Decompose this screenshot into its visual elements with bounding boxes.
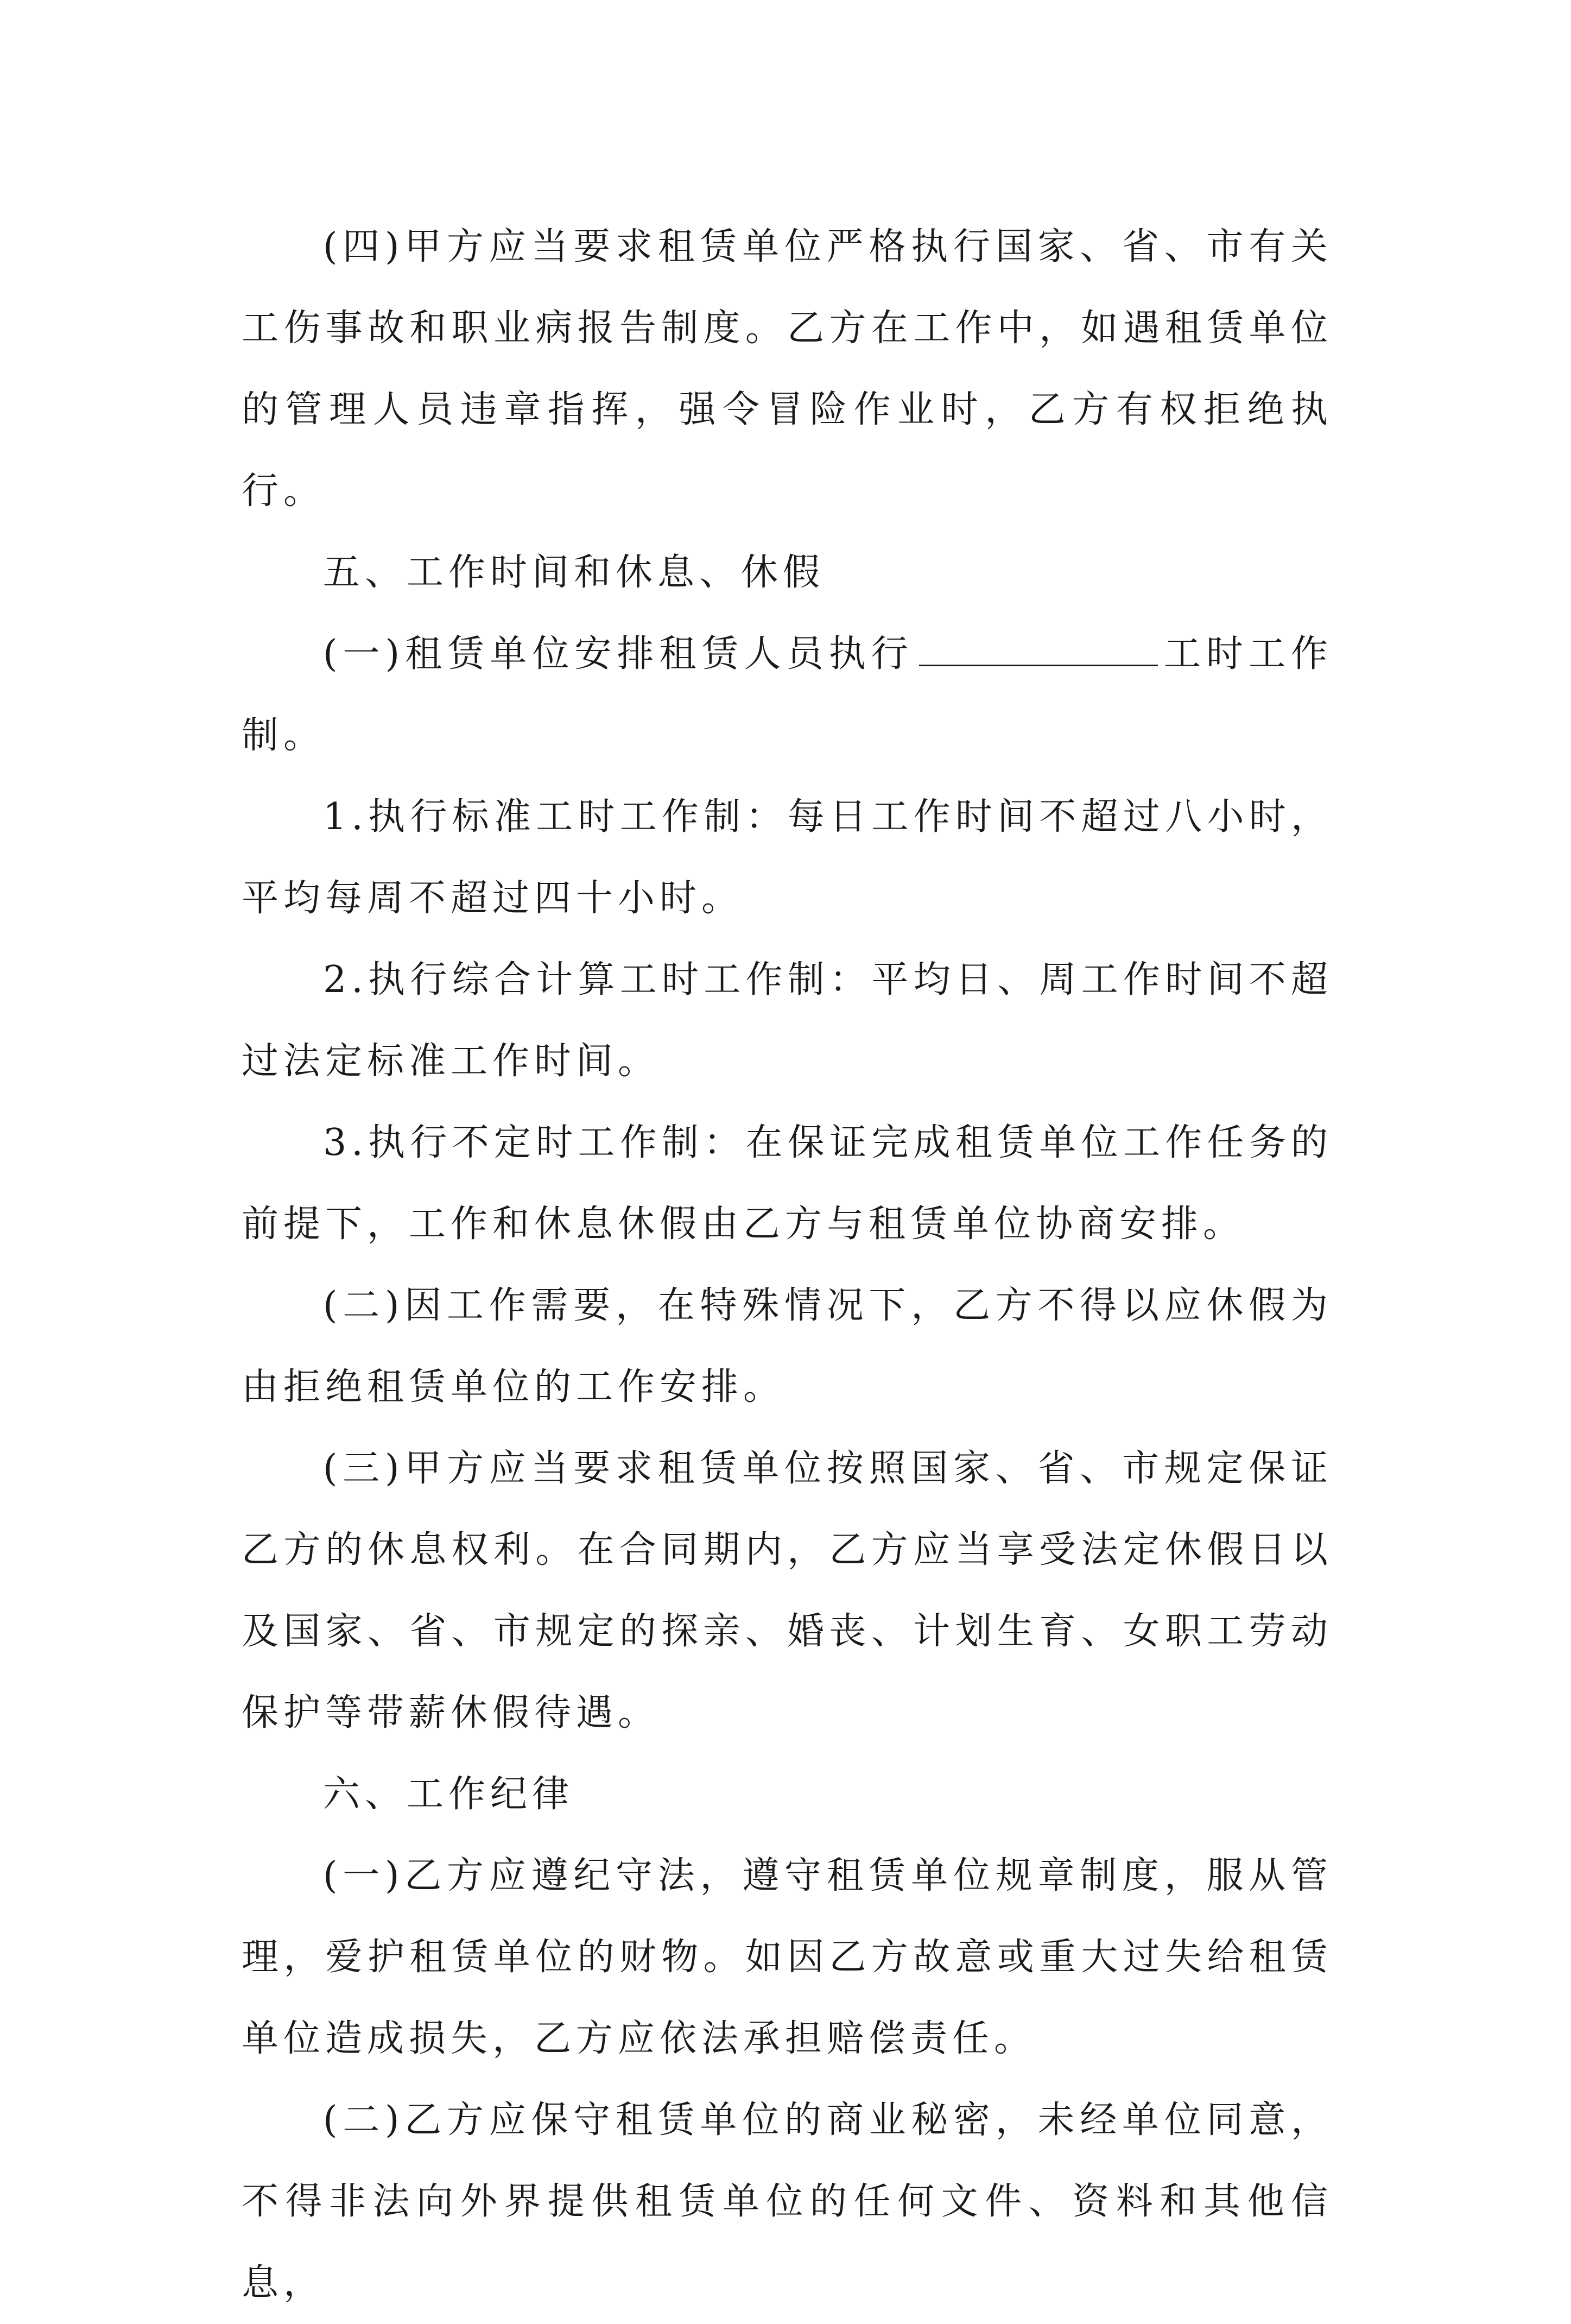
paragraph-text-after-blank: 工时工作制。	[242, 633, 1333, 757]
paragraph-flexible-hours: 3.执行不定时工作制：在保证完成租赁单位工作任务的前提下，工作和休息休假由乙方与租赁单位协商安排。	[242, 1121, 1333, 1246]
section-heading-discipline: 六、工作纪律	[323, 1773, 574, 1816]
section-heading-work-hours: 五、工作时间和休息、休假	[323, 551, 825, 594]
paragraph-comprehensive-hours: 2.执行综合计算工时工作制：平均日、周工作时间不超过法定标准工作时间。	[242, 958, 1333, 1083]
paragraph-special-circumstances: (二)因工作需要，在特殊情况下，乙方不得以应休假为由拒绝租赁单位的工作安排。	[242, 1284, 1333, 1409]
paragraph-confidentiality: (二)乙方应保守租赁单位的商业秘密，未经单位同意，不得非法向外界提供租赁单位的任何文件、资料和其他信息，	[242, 2099, 1333, 2304]
paragraph-work-hours-system	[242, 614, 1333, 776]
paragraph-obey-rules: (一)乙方应遵纪守法，遵守租赁单位规章制度，服从管理，爱护租赁单位的财物。如因乙方故意或重大过失给租赁单位造成损失，乙方应依法承担赔偿责任。	[242, 1854, 1333, 2060]
document-body	[242, 206, 1333, 2324]
fill-in-blank	[919, 631, 1158, 666]
paragraph-standard-hours: 1.执行标准工时工作制：每日工作时间不超过八小时，平均每周不超过四十小时。	[242, 795, 1333, 920]
paragraph-report-system: (四)甲方应当要求租赁单位严格执行国家、省、市有关工伤事故和职业病报告制度。乙方在工作中，如遇租赁单位的管理人员违章指挥，强令冒险作业时，乙方有权拒绝执行。	[242, 225, 1333, 513]
paragraph-rest-rights: (三)甲方应当要求租赁单位按照国家、省、市规定保证乙方的休息权利。在合同期内，乙方应当享受法定休假日以及国家、省、市规定的探亲、婚丧、计划生育、女职工劳动保护等带薪休假待遇。	[242, 1447, 1333, 1734]
paragraph-text-before-blank: (一)租赁单位安排租赁人员执行	[323, 633, 914, 675]
